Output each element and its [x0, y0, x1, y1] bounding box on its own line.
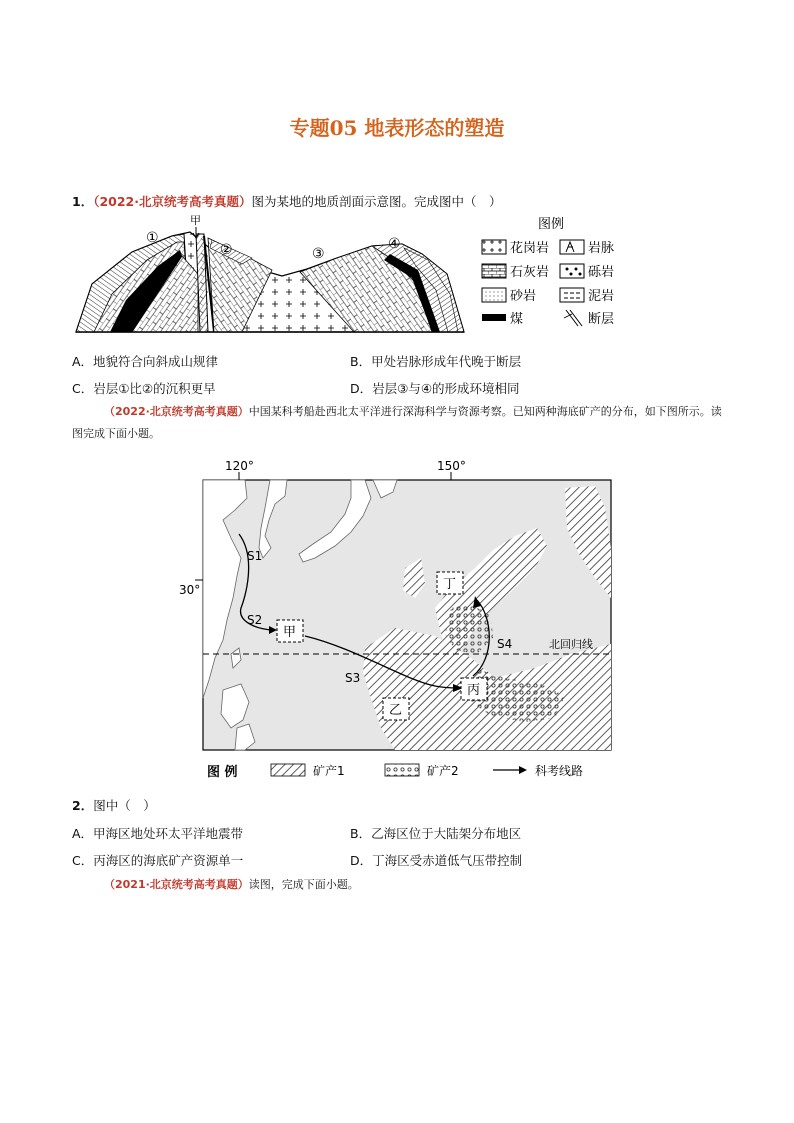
jia-marker: 甲	[190, 214, 201, 227]
area-yi: 乙	[389, 703, 403, 718]
lon-label-150: 150°	[437, 459, 466, 473]
q1-option-b[interactable]: B．甲处岩脉形成年代晚于断层	[350, 354, 522, 369]
stratum-label-1: ①	[146, 230, 159, 246]
stratum-label-4: ④	[388, 236, 401, 252]
question-text: 图为某地的地质剖面示意图。完成图中（ ）	[251, 194, 502, 209]
route-label-s2: S2	[247, 613, 263, 627]
area-ding: 丁	[443, 577, 457, 592]
question-1-stem	[72, 192, 502, 210]
question-source: （2022·北京统考高考真题）	[93, 194, 252, 209]
legend-sandstone: 砂岩	[510, 289, 537, 304]
legend-conglomerate: 砾岩	[588, 265, 615, 280]
legend-mineral-1: 矿产1	[313, 764, 345, 778]
route-label-s4: S4	[497, 637, 513, 651]
legend-mudstone: 泥岩	[588, 289, 615, 304]
question-text: 图中（ ）	[93, 798, 156, 813]
q2-option-d[interactable]: D．丁海区受赤道低气压带控制	[350, 853, 523, 868]
q3-intro	[72, 874, 722, 896]
map-legend-title: 图 例	[207, 765, 238, 780]
pacific-map-figure	[175, 458, 625, 788]
question-number: 2．	[72, 798, 94, 813]
q2-option-b[interactable]: B．乙海区位于大陆架分布地区	[350, 826, 522, 841]
area-bing: 丙	[467, 683, 481, 698]
q2-intro-source: （2022·北京统考高考真题）	[104, 405, 249, 418]
legend-fault: 断层	[588, 312, 615, 327]
q2-intro	[72, 401, 722, 445]
tropic-label: 北回归线	[549, 638, 593, 651]
q1-option-d[interactable]: D．岩层③与④的形成环境相同	[350, 381, 520, 396]
q3-intro-text: 读图，完成下面小题。	[248, 878, 359, 891]
geologic-section-figure	[72, 214, 472, 338]
lon-label-120: 120°	[225, 459, 254, 473]
question-number: 1．	[72, 194, 94, 209]
q1-option-a[interactable]: A．地貌符合向斜成山规律	[72, 354, 219, 369]
lat-label-30: 30°	[179, 583, 201, 597]
legend-dike: 岩脉	[588, 241, 615, 256]
q1-option-c[interactable]: C．岩层①比②的沉积更早	[72, 381, 216, 396]
stratum-label-2: ②	[220, 242, 233, 258]
page-title: 专题05 地表形态的塑造	[289, 116, 505, 140]
q2-option-a[interactable]: A．甲海区地处环太平洋地震带	[72, 826, 244, 841]
legend-title: 图例	[538, 217, 565, 232]
stratum-label-3: ③	[312, 246, 325, 262]
section-legend	[480, 214, 630, 338]
question-2-stem	[72, 796, 156, 814]
legend-coal: 煤	[510, 312, 524, 327]
legend-limestone: 石灰岩	[510, 265, 550, 280]
legend-mineral-2: 矿产2	[427, 764, 459, 778]
q2-option-c[interactable]: C．丙海区的海底矿产资源单一	[72, 853, 244, 868]
legend-route: 科考线路	[535, 764, 584, 778]
route-label-s1: S1	[247, 549, 263, 563]
legend-granite: 花岗岩	[510, 241, 550, 256]
route-label-s3: S3	[345, 671, 361, 685]
q2-intro-text: 中国某科考船赴西北太平洋进行深海科学与资源考察。已知两种海底矿产的分布，如下图所示。读图完成下面小题。	[72, 405, 722, 440]
q3-intro-source: （2021·北京统考高考真题）	[104, 878, 249, 891]
area-jia: 甲	[283, 625, 297, 640]
